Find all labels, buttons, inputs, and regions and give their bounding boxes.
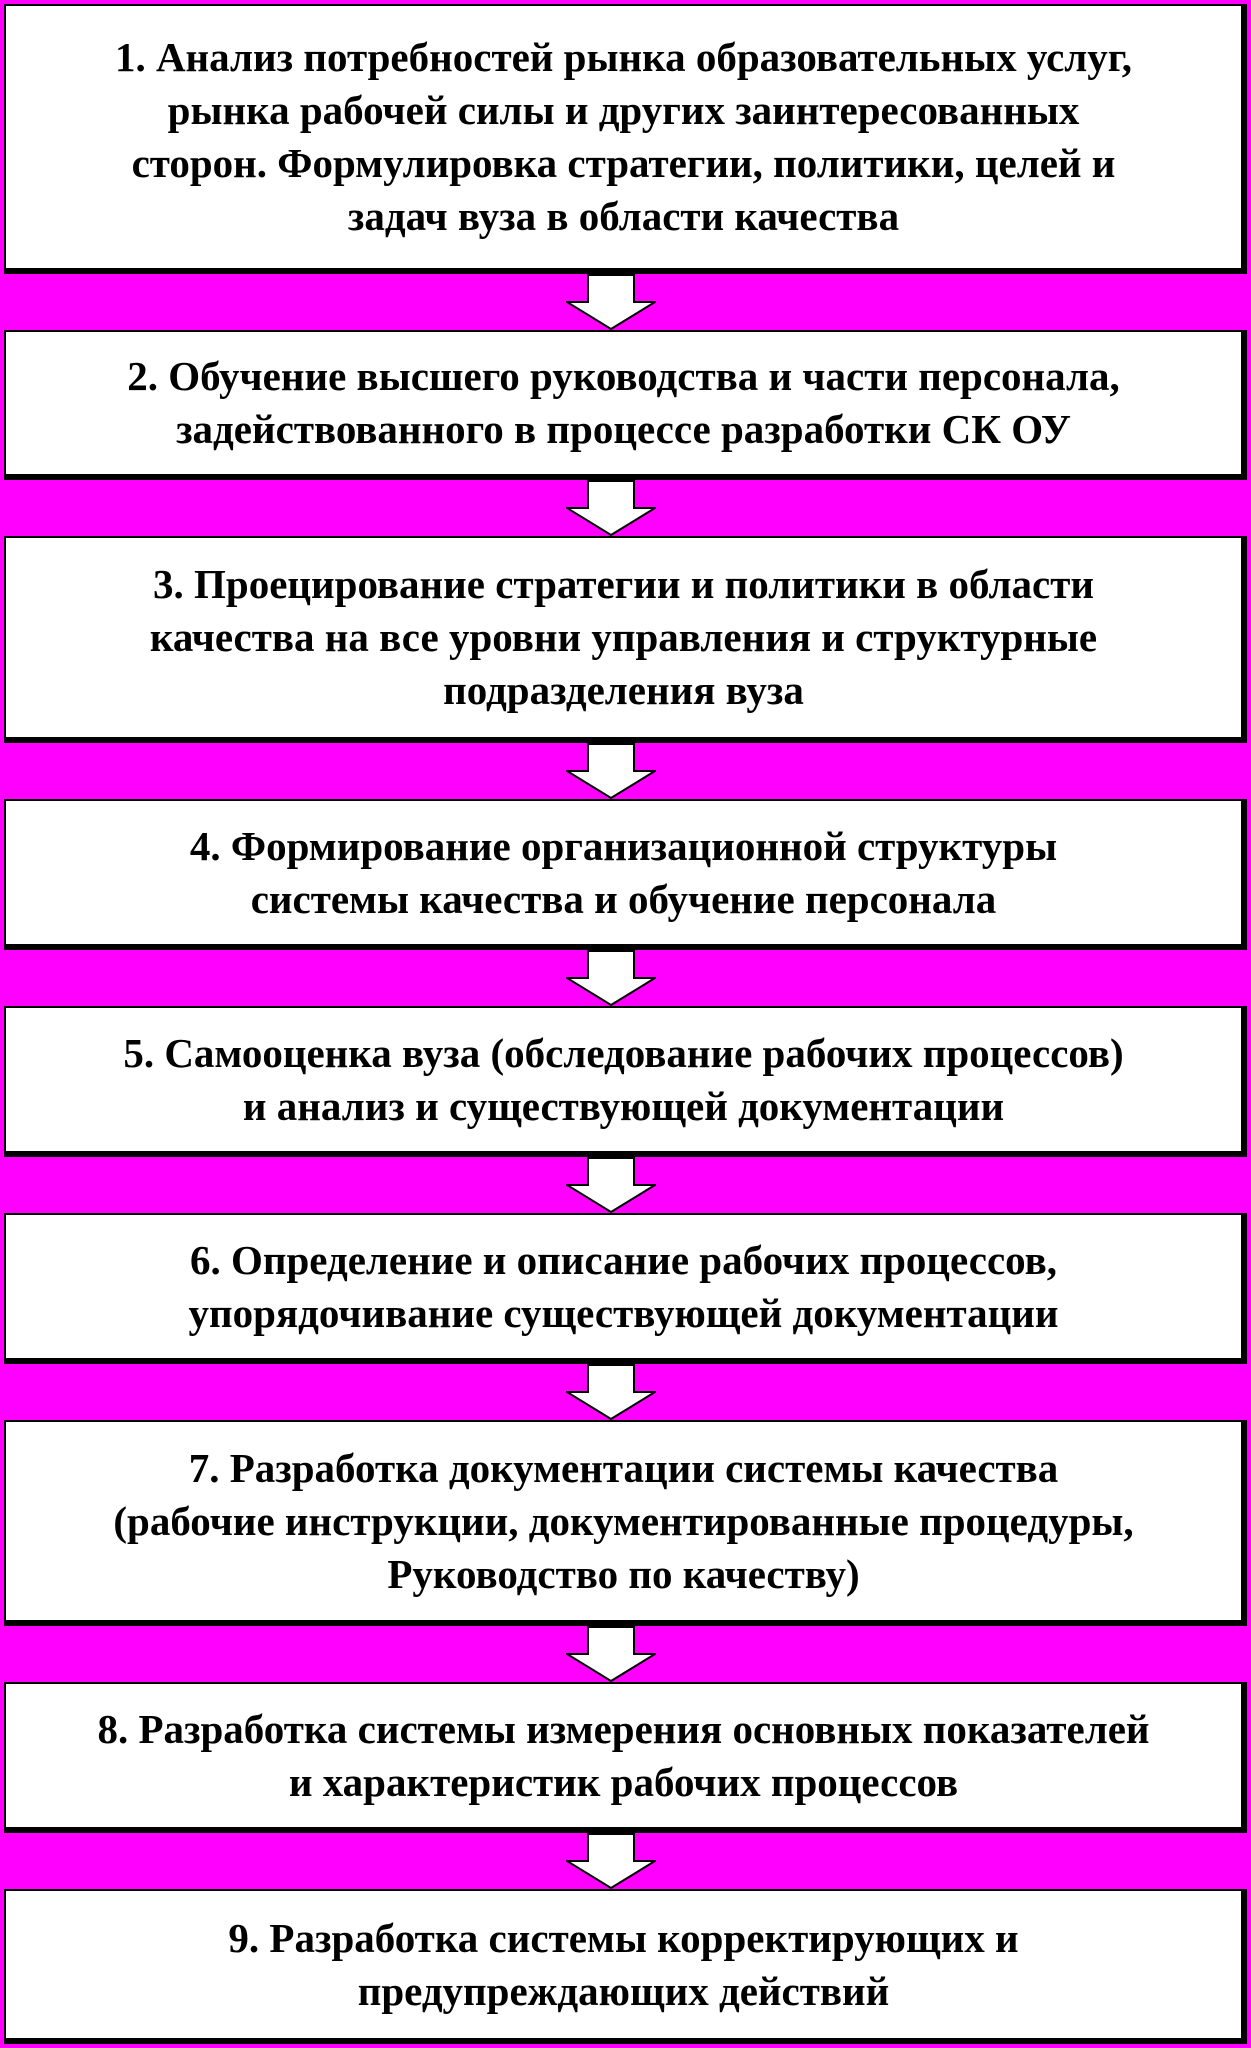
- down-arrow-icon: [566, 950, 656, 1006]
- down-arrow-icon: [566, 1626, 656, 1682]
- step-box-6: [4, 1213, 1247, 1364]
- step-text-3: 3. Проецирование стратегии и политики в области качества на все уровни управления и структурные подразделения вуза: [149, 561, 1098, 713]
- down-arrow-icon: [566, 274, 656, 330]
- step-box-7: [4, 1420, 1247, 1626]
- step-text-6: 6. Определение и описание рабочих процессов, упорядочивание существующей документации: [188, 1236, 1059, 1336]
- step-text-1: 1. Анализ потребностей рынка образовательных услуг, рынка рабочей силы и других заинтересованных сторон. Формулировка стратегии, политики, целей и задач вуза в области качества: [114, 34, 1133, 239]
- step-text-9: 9. Разработка системы корректирующих и предупреждающих действий: [228, 1914, 1019, 2014]
- step-text-4: 4. Формирование организационной структуры системы качества и обучение персонала: [189, 822, 1058, 922]
- step-box-3: [4, 536, 1247, 743]
- down-arrow-icon: [566, 1833, 656, 1889]
- step-box-8: [4, 1682, 1247, 1833]
- step-box-5: [4, 1006, 1247, 1157]
- step-text-7: 7. Разработка документации системы качества (рабочие инструкции, документированные процедуры, Руководство по качеству): [113, 1444, 1134, 1597]
- down-arrow-icon: [566, 1157, 656, 1213]
- step-box-4: [4, 799, 1247, 950]
- down-arrow-icon: [566, 1364, 656, 1420]
- step-box-9: [4, 1889, 1247, 2044]
- step-text-8: 8. Разработка системы измерения основных показателей и характеристик рабочих процессов: [97, 1705, 1150, 1805]
- step-box-2: [4, 330, 1247, 480]
- step-box-1: [4, 4, 1247, 274]
- step-text-2: 2. Обучение высшего руководства и части персонала, задействованного в процессе разработки СК ОУ: [127, 353, 1120, 452]
- down-arrow-icon: [566, 480, 656, 536]
- step-text-5: 5. Самооценка вуза (обследование рабочих процессов) и анализ и существующей документации: [123, 1029, 1124, 1129]
- down-arrow-icon: [566, 743, 656, 799]
